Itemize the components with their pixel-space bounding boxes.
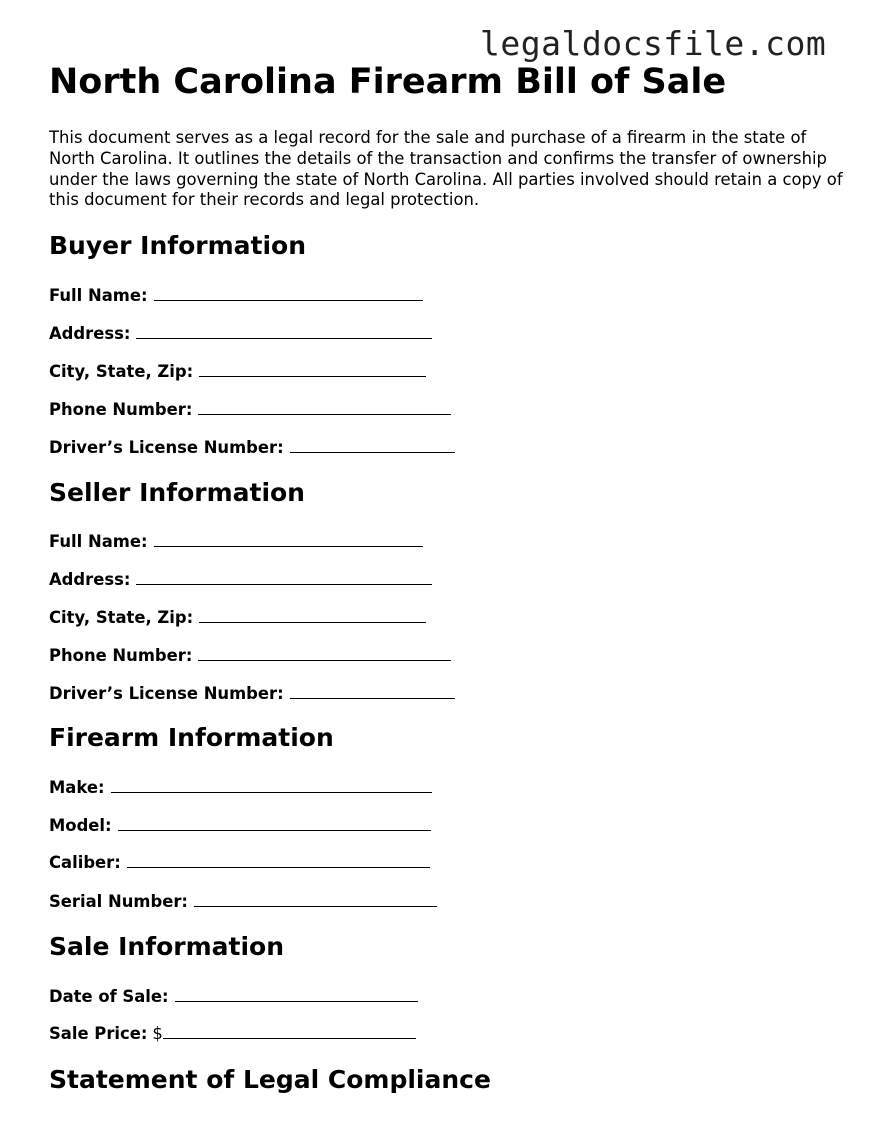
firearm-make-blank[interactable]	[111, 778, 432, 793]
seller-full-name-field	[49, 532, 423, 551]
page-title: North Carolina Firearm Bill of Sale	[49, 62, 727, 102]
buyer-city-state-zip-blank[interactable]	[199, 362, 426, 377]
buyer-license-field	[49, 438, 455, 457]
buyer-address-blank[interactable]	[136, 324, 432, 339]
seller-full-name-blank[interactable]	[154, 532, 423, 547]
firearm-caliber-field	[49, 853, 430, 872]
seller-address-field	[49, 570, 432, 589]
compliance-section-heading: Statement of Legal Compliance	[49, 1065, 491, 1094]
sale-price-label: Sale Price:	[49, 1024, 148, 1043]
seller-license-field	[49, 684, 455, 703]
firearm-caliber-label: Caliber:	[49, 853, 121, 872]
buyer-city-state-zip-label: City, State, Zip:	[49, 362, 194, 381]
firearm-make-label: Make:	[49, 778, 105, 797]
seller-address-blank[interactable]	[136, 570, 432, 585]
seller-city-state-zip-field	[49, 608, 426, 627]
firearm-caliber-blank[interactable]	[127, 853, 430, 868]
firearm-model-field	[49, 816, 431, 835]
buyer-license-label: Driver’s License Number:	[49, 438, 284, 457]
seller-phone-field	[49, 646, 451, 665]
seller-city-state-zip-label: City, State, Zip:	[49, 608, 194, 627]
firearm-serial-blank[interactable]	[194, 892, 437, 907]
sale-price-blank[interactable]	[163, 1024, 416, 1039]
buyer-section-heading: Buyer Information	[49, 231, 307, 260]
buyer-full-name-field	[49, 286, 423, 305]
buyer-phone-label: Phone Number:	[49, 400, 193, 419]
sale-section-heading: Sale Information	[49, 932, 284, 961]
intro-paragraph: This document serves as a legal record for the sale and purchase of a firearm in the state of North Carolina. It outlines the details of the transaction and confirms the transfer of ownership under the laws governing the state of North Carolina. All parties involved should retain a copy of this document for their records and legal protection.	[49, 128, 843, 210]
seller-city-state-zip-blank[interactable]	[199, 608, 426, 623]
firearm-section-heading: Firearm Information	[49, 723, 334, 752]
watermark: legaldocsfile.com	[480, 24, 827, 63]
seller-phone-blank[interactable]	[198, 646, 451, 661]
seller-address-label: Address:	[49, 570, 131, 589]
sale-date-field	[49, 987, 418, 1006]
seller-license-blank[interactable]	[290, 684, 455, 699]
buyer-city-state-zip-field	[49, 362, 426, 381]
sale-price-field	[49, 1024, 416, 1043]
dollar-sign: $	[152, 1024, 163, 1043]
firearm-make-field	[49, 778, 432, 797]
buyer-full-name-blank[interactable]	[154, 286, 423, 301]
seller-section-heading: Seller Information	[49, 478, 305, 507]
firearm-model-label: Model:	[49, 816, 112, 835]
seller-full-name-label: Full Name:	[49, 532, 148, 551]
seller-license-label: Driver’s License Number:	[49, 684, 284, 703]
sale-date-label: Date of Sale:	[49, 987, 169, 1006]
firearm-serial-field	[49, 892, 437, 911]
firearm-serial-label: Serial Number:	[49, 892, 188, 911]
seller-phone-label: Phone Number:	[49, 646, 193, 665]
buyer-phone-field	[49, 400, 451, 419]
firearm-model-blank[interactable]	[118, 816, 431, 831]
buyer-full-name-label: Full Name:	[49, 286, 148, 305]
sale-date-blank[interactable]	[175, 987, 418, 1002]
buyer-address-label: Address:	[49, 324, 131, 343]
buyer-phone-blank[interactable]	[198, 400, 451, 415]
buyer-license-blank[interactable]	[290, 438, 455, 453]
buyer-address-field	[49, 324, 432, 343]
